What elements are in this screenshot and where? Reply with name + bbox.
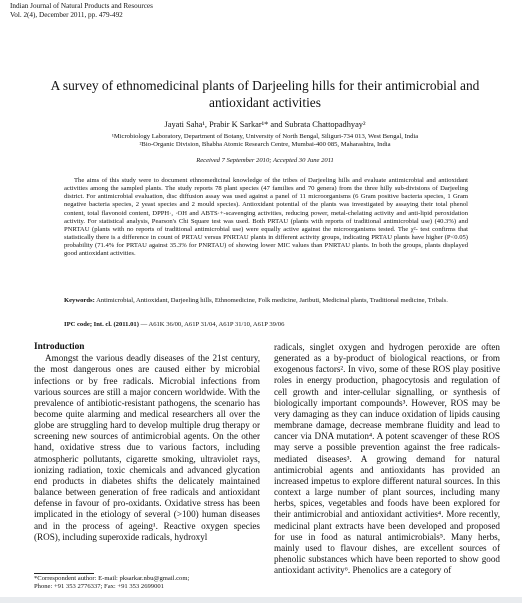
keywords-text: Antimicrobial, Antioxidant, Darjeeling hills, Ethnomedicine, Folk medicine, Jaributi, Medicinal plants, Traditional medicine, Tribals. bbox=[96, 297, 448, 304]
affiliation-2: ²Bio-Organic Division, Bhabha Atomic Research Centre, Mumbai-400 085, Maharashtra, India bbox=[139, 141, 391, 149]
keywords bbox=[64, 297, 468, 305]
affiliations bbox=[60, 133, 470, 149]
footnote-email: *Correspondent author: E-mail: pksarkar.nbu@gmail.com; bbox=[34, 575, 190, 582]
section-heading-introduction: Introduction bbox=[34, 342, 85, 352]
journal-volume: Vol. 2(4), December 2011, pp. 479-492 bbox=[10, 10, 123, 19]
keywords-label: Keywords: bbox=[64, 297, 95, 304]
received-dates: Received 7 September 2010; Accepted 30 June 2011 bbox=[196, 157, 334, 164]
intro-paragraph-left: Amongst the various deadly diseases of the 21st century, the most dangerous ones are caused either by microbial infections or by free radicals. Microbial infections from various sources are still a major concern worldwide. With the prevalence of antibiotic-resistant pathogens, the scenario has become quite alarming and medical researchers all over the globe are struggling hard to develop multiple drug therapy or screening new sources of antimicrobial agents. On the other hand, oxidative stress due to various factors, including atmospheric pollutants, cigarette smoking, ultraviolet rays, ionizing radiation, toxic chemicals and advanced glycation end products in diabetes shifts the delicately maintained balance between generation of free radicals and antioxidant defense in favour of pro-oxidants. Oxidative stress has been implicated in the etiology of several (>100) human diseases and in the process of ageing¹. Reactive oxygen species (ROS), including superoxide radicals, hydroxyl bbox=[34, 353, 260, 542]
footnote bbox=[34, 575, 260, 592]
left-column bbox=[34, 342, 260, 543]
author-list: Jayati Saha¹, Prabir K Sarkar¹* and Subrata Chattopadhyay² bbox=[164, 120, 366, 129]
footnote-phone: Phone: +91 353 2776337; Fax: +91 353 2699001 bbox=[34, 583, 164, 591]
page-bottom-bar bbox=[0, 597, 522, 603]
footnote-rule bbox=[34, 573, 94, 574]
journal-name: Indian Journal of Natural Products and Resources bbox=[10, 2, 153, 10]
journal-header bbox=[10, 2, 153, 19]
right-column bbox=[274, 342, 500, 576]
abstract: The aims of this study were to document ethnomedicinal knowledge of the tribes of Darjeeling hills and evaluate antimicrobial and antioxidant activities among the sampled plants. The study reports 78 plant species (47 families and 70 genera) from the three hilly sub-divisions of Darjeeling district. For antimicrobial evaluation, disc diffusion assay was used against a panel of 11 microorganisms (6 Gram positive bacteria species, 1 Gram negative bacteria species, 2 yeast species and 2 mould species). Antioxidant potential of the plants was investigated by assaying their total phenol content, total flavonoid content, DPPH·, ·OH and ABTS·+-scavenging activities, reducing power, metal-chelating activity and anti-lipid peroxidation activity. For statistical analysis, Pearson's Chi Square test was used. Both PRTAU (plants with reports of traditional antimicrobial use) (40.3%) and PNRTAU (plants with no reports of traditional antimicrobial use) were equally active against the microorganisms tested. The χ²- test confirms that statistically there is a difference in count of PRTAU versus PNRTAU plants in different activity groups, indicating PRTAU plants have higher (P<0.05) probability (71.4% for PRTAU against 35.3% for PNRTAU) of showing lower MIC values than PNRTAU plants. In both the groups, plants displayed good antioxidant activities. bbox=[64, 177, 468, 258]
ipc-text: — A61K 36/00, A61P 31/04, A61P 31/10, A61P 39/06 bbox=[140, 321, 285, 328]
ipc-code bbox=[64, 321, 468, 329]
ipc-label: IPC code; Int. cl. (2011.01) bbox=[64, 321, 139, 328]
intro-paragraph-right: radicals, singlet oxygen and hydrogen peroxide are often generated as a by-product of biological reactions, or from exogenous factors². In vivo, some of these ROS play positive roles in energy production, phagocytosis and regulation of cell growth and inter-cellular signalling, or synthesis of biologically important compounds³. However, ROS may be very damaging as they can induce oxidation of lipids causing membrane damage, decrease membrane fluidity and lead to cancer via DNA mutation⁴. A potent scavenger of these ROS may serve a possible prevention against the free radicals-mediated diseases³. A growing demand for natural antimicrobial agents and antioxidants has provided an increased impetus to explore different natural sources. In this context a large number of plant sources, including many herbs, spices, vegetables and foods have been explored for their antimicrobial and antioxidant activities⁴. More recently, medicinal plant extracts have been developed and proposed for use in food as natural antimicrobials⁵. Many herbs, mainly used to flavour dishes, are excellent sources of phenolic substances which have been reported to show good antioxidant activity⁶. Phenolics are a category of bbox=[274, 342, 500, 576]
paper-title: A survey of ethnomedicinal plants of Darjeeling hills for their antimicrobial and antioxidant activities bbox=[50, 78, 480, 110]
affiliation-1: ¹Microbiology Laboratory, Department of Botany, University of North Bengal, Siliguri-734 013, West Bengal, India bbox=[111, 133, 419, 140]
